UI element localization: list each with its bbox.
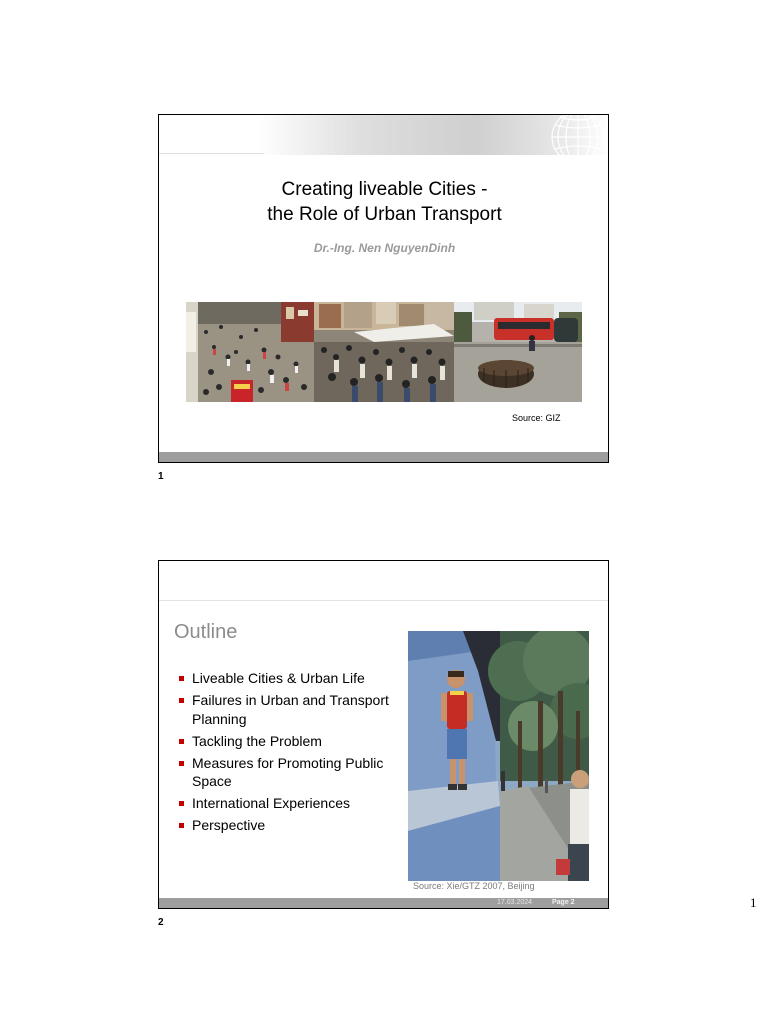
title-line-1: Creating liveable Cities - bbox=[281, 179, 488, 200]
footer-page-number: Page 2 bbox=[552, 899, 575, 906]
globe-icon bbox=[548, 115, 608, 155]
bus-rapid-transit-plaza-photo bbox=[454, 302, 582, 402]
title-line-2: the Role of Urban Transport bbox=[267, 204, 502, 225]
slide-footer-bar bbox=[159, 452, 609, 462]
header-divider bbox=[159, 600, 609, 601]
list-item bbox=[179, 691, 404, 728]
author-name: Dr.-Ing. Nen NguyenDinh bbox=[313, 241, 456, 255]
crowded-pedestrian-street-photo bbox=[186, 302, 314, 402]
header-divider bbox=[159, 153, 264, 154]
list-item bbox=[179, 754, 404, 791]
slide-number-label: 1 bbox=[158, 471, 164, 482]
slide-1 bbox=[158, 114, 609, 463]
bullet-icon bbox=[179, 676, 184, 681]
page-number: 1 bbox=[750, 895, 757, 910]
list-item-text: Perspective bbox=[192, 817, 266, 833]
slide-number-label: 2 bbox=[158, 917, 164, 928]
list-item bbox=[179, 732, 404, 751]
list-item bbox=[179, 816, 404, 835]
list-item-text: Failures in Urban and Transport Planning bbox=[192, 692, 389, 727]
image-source: Source: GIZ bbox=[512, 413, 561, 423]
market-street-crowd-photo bbox=[314, 302, 454, 402]
list-item-text: Liveable Cities & Urban Life bbox=[192, 670, 365, 686]
bullet-icon bbox=[179, 823, 184, 828]
list-item bbox=[179, 669, 404, 688]
bullet-icon bbox=[179, 698, 184, 703]
image-source: Source: Xie/GTZ 2007, Beijing bbox=[413, 881, 535, 891]
outline-list bbox=[179, 669, 404, 838]
slide-footer-bar bbox=[159, 898, 609, 908]
footer-date: 17.03.2024 bbox=[497, 899, 533, 906]
slide-header-gradient bbox=[159, 115, 609, 155]
slide-title: Outline bbox=[174, 621, 238, 643]
bullet-icon bbox=[179, 801, 184, 806]
slide-title bbox=[159, 177, 609, 227]
photo-strip bbox=[186, 302, 582, 402]
bullet-icon bbox=[179, 761, 184, 766]
boy-on-wall-beijing-photo bbox=[408, 631, 589, 881]
list-item-text: Measures for Promoting Public Space bbox=[192, 754, 384, 789]
list-item-text: Tackling the Problem bbox=[192, 732, 322, 749]
bullet-icon bbox=[179, 739, 184, 744]
list-item-text: International Experiences bbox=[192, 795, 350, 811]
list-item bbox=[179, 794, 404, 813]
slide-2 bbox=[158, 560, 609, 909]
